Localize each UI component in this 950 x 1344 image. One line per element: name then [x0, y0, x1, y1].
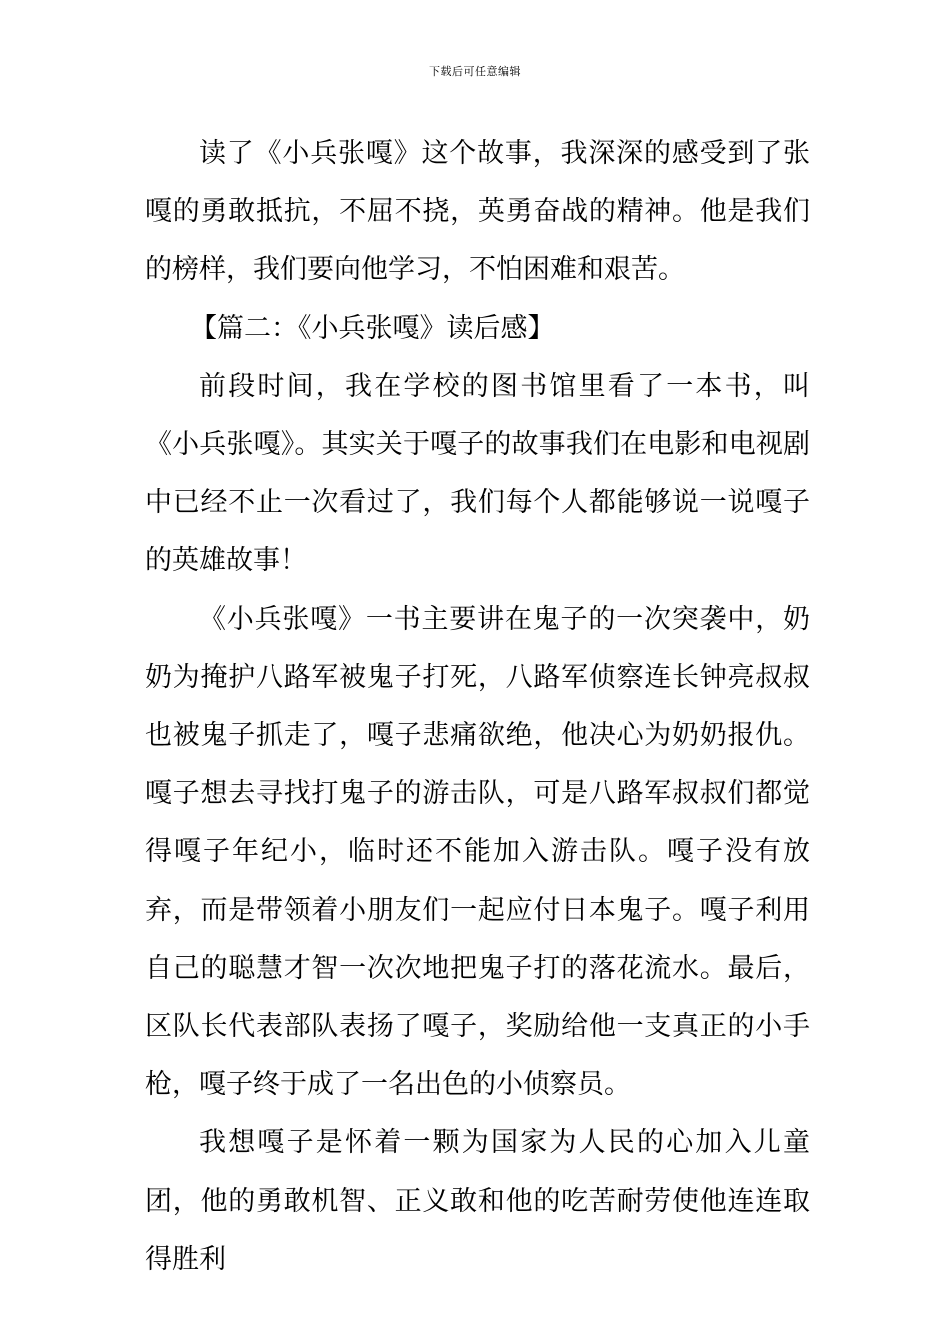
section-heading: 【篇二：《小兵张嘎》读后感】 — [190, 312, 555, 344]
paragraph-reflection: 我想嘎子是怀着一颗为国家为人民的心加入儿童团，他的勇敢机智、正义敢和他的吃苦耐劳使他连连取得胜利 — [145, 1127, 810, 1275]
document-body — [145, 125, 810, 1289]
paragraph-summary: 《小兵张嘎》一书主要讲在鬼子的一次突袭中，奶奶为掩护八路军被鬼子打死，八路军侦察连长钟亮叔叔也被鬼子抓走了，嘎子悲痛欲绝，他决心为奶奶报仇。嘎子想去寻找打鬼子的游击队，可是八路军叔叔们都觉得嘎子年纪小，临时还不能加入游击队。嘎子没有放弃，而是带领着小朋友们一起应付日本鬼子。嘎子利用自己的聪慧才智一次次地把鬼子打的落花流水。最后，区队长代表部队表扬了嘎子，奖励给他一支真正的小手枪，嘎子终于成了一名出色的小侦察员。 — [145, 603, 810, 1101]
paragraph-opening: 前段时间，我在学校的图书馆里看了一本书，叫《小兵张嘎》。其实关于嘎子的故事我们在电影和电视剧中已经不止一次看过了，我们每个人都能够说一说嘎子的英雄故事！ — [145, 370, 810, 577]
paragraph-intro-conclusion: 读了《小兵张嘎》这个故事，我深深的感受到了张嘎的勇敢抵抗，不屈不挠，英勇奋战的精神。他是我们的榜样，我们要向他学习，不怕困难和艰苦。 — [145, 138, 810, 286]
page-header-note: 下载后可任意编辑 — [429, 65, 521, 78]
